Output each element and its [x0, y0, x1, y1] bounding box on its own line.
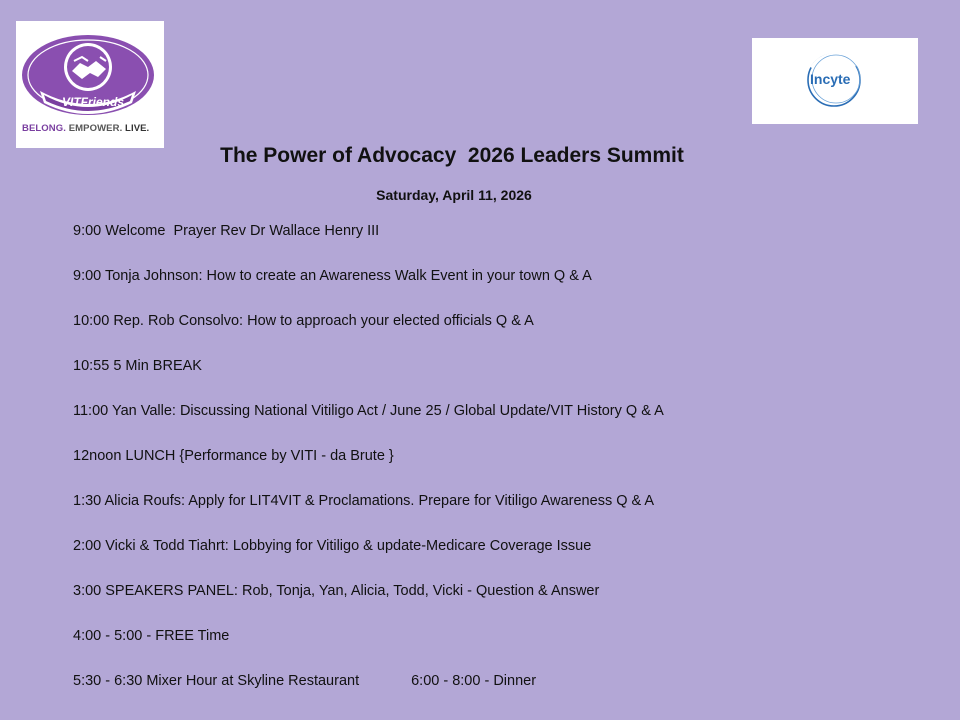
agenda-item: 4:00 - 5:00 - FREE Time [73, 628, 230, 644]
agenda-item: 10:55 5 Min BREAK [73, 358, 202, 374]
agenda-item-mixer: 5:30 - 6:30 Mixer Hour at Skyline Restaurant [73, 673, 360, 689]
agenda-item: 9:00 Tonja Johnson: How to create an Awareness Walk Event in your town Q & A [73, 268, 592, 284]
agenda-item: 1:30 Alicia Roufs: Apply for LIT4VIT & Proclamations. Prepare for Vitiligo Awareness Q & A [73, 493, 655, 509]
brand-tagline: BELONG. EMPOWER. LIVE. [22, 123, 150, 134]
agenda-item: 10:00 Rep. Rob Consolvo: How to approach your elected officials Q & A [73, 313, 534, 329]
agenda-item: 12noon LUNCH {Performance by VITI - da Brute } [73, 448, 394, 464]
agenda-item: 2:00 Vicki & Todd Tiahrt: Lobbying for Vitiligo & update-Medicare Coverage Issue [73, 538, 592, 554]
agenda-list [73, 222, 664, 717]
agenda-item: 9:00 Welcome Prayer Rev Dr Wallace Henry III [73, 223, 380, 239]
agenda-item-dinner: 6:00 - 8:00 - Dinner [411, 673, 537, 689]
vitfriends-logo [16, 21, 164, 148]
agenda-item: 11:00 Yan Valle: Discussing National Vitiligo Act / June 25 / Global Update/VIT History Q & A [73, 403, 664, 419]
agenda-item-last [73, 672, 664, 717]
page-title: The Power of Advocacy 2026 Leaders Summit [220, 144, 684, 167]
incyte-logo [752, 38, 918, 124]
agenda-item: 3:00 SPEAKERS PANEL: Rob, Tonja, Yan, Alicia, Todd, Vicki - Question & Answer [73, 583, 600, 599]
event-date: Saturday, April 11, 2026 [376, 187, 532, 203]
incyte-wordmark: Incyte [810, 71, 851, 87]
vitfriends-wordmark: VITFriends [62, 95, 125, 109]
